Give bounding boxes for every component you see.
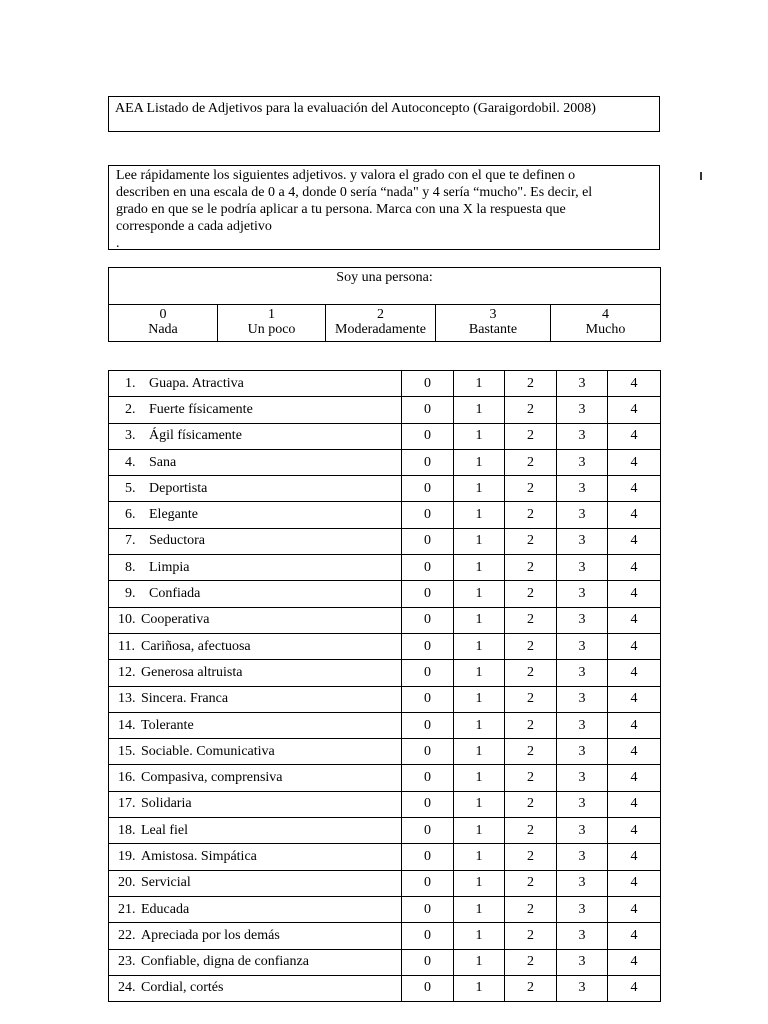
item-number: 15.: [118, 743, 136, 759]
adjective-cell: [109, 660, 402, 686]
answer-option-3[interactable]: 3: [557, 949, 608, 975]
answer-option-0[interactable]: 0: [402, 397, 454, 423]
answer-option-3[interactable]: 3: [557, 870, 608, 896]
scale-row: [109, 305, 661, 342]
instructions-line: corresponde a cada adjetivo: [116, 219, 272, 234]
answer-option-4[interactable]: 4: [608, 581, 661, 607]
answer-option-1[interactable]: 1: [454, 660, 505, 686]
answer-option-3[interactable]: 3: [557, 528, 608, 554]
scale-option-value: 3: [489, 307, 497, 322]
table-row: [109, 896, 661, 922]
answer-option-3[interactable]: 3: [557, 975, 608, 1001]
table-row: [109, 739, 661, 765]
answer-option-4[interactable]: 4: [608, 449, 661, 475]
table-row: [109, 397, 661, 423]
item-label: Confiada: [149, 586, 201, 602]
answer-option-3[interactable]: 3: [557, 633, 608, 659]
adjective-cell: [109, 765, 402, 791]
answer-option-4[interactable]: 4: [608, 660, 661, 686]
item-label: Confiable, digna de confianza: [141, 954, 309, 970]
answer-option-2[interactable]: 2: [505, 449, 557, 475]
adjective-cell: [109, 712, 402, 738]
adjective-cell: [109, 870, 402, 896]
instructions-box: [108, 165, 660, 250]
scale-option-value: 1: [268, 307, 275, 322]
item-label: Tolerante: [141, 717, 194, 733]
item-number: 1.: [125, 375, 136, 391]
answer-option-0[interactable]: 0: [402, 660, 454, 686]
instructions-line: Lee rápidamente los siguientes adjetivos. y valora el grado con el que te definen o: [116, 168, 576, 183]
item-number: 23.: [118, 954, 136, 970]
answer-option-3[interactable]: 3: [557, 818, 608, 844]
item-number: 18.: [118, 822, 136, 838]
scale-option-label: Un poco: [247, 322, 296, 337]
table-row: [109, 765, 661, 791]
answer-option-1[interactable]: 1: [454, 739, 505, 765]
item-label: Deportista: [149, 480, 208, 496]
table-row: [109, 949, 661, 975]
answer-option-1[interactable]: 1: [454, 476, 505, 502]
answer-option-1[interactable]: 1: [454, 791, 505, 817]
answer-option-4[interactable]: 4: [608, 923, 661, 949]
instructions-line: .: [116, 236, 120, 251]
item-label: Seductora: [149, 533, 205, 549]
answer-option-2[interactable]: 2: [505, 660, 557, 686]
table-row: [109, 686, 661, 712]
adjective-cell: [109, 397, 402, 423]
answer-option-1[interactable]: 1: [454, 528, 505, 554]
adjective-cell: [109, 423, 402, 449]
instructions-line: grado en que se le podría aplicar a tu persona. Marca con una X la respuesta que: [116, 202, 566, 217]
answer-option-2[interactable]: 2: [505, 739, 557, 765]
answer-option-3[interactable]: 3: [557, 397, 608, 423]
answer-option-4[interactable]: 4: [608, 818, 661, 844]
answer-option-3[interactable]: 3: [557, 555, 608, 581]
answer-option-0[interactable]: 0: [402, 923, 454, 949]
table-row: [109, 449, 661, 475]
answer-option-4[interactable]: 4: [608, 975, 661, 1001]
answer-option-0[interactable]: 0: [402, 476, 454, 502]
answer-option-4[interactable]: 4: [608, 528, 661, 554]
answer-option-2[interactable]: 2: [505, 528, 557, 554]
answer-option-2[interactable]: 2: [505, 502, 557, 528]
adjective-cell: [109, 449, 402, 475]
adjective-cell: [109, 949, 402, 975]
adjective-cell: [109, 844, 402, 870]
answer-option-0[interactable]: 0: [402, 449, 454, 475]
answer-option-4[interactable]: 4: [608, 870, 661, 896]
adjective-cell: [109, 975, 402, 1001]
answer-option-1[interactable]: 1: [454, 423, 505, 449]
answer-option-0[interactable]: 0: [402, 791, 454, 817]
table-row: [109, 607, 661, 633]
answer-option-3[interactable]: 3: [557, 581, 608, 607]
item-number: 12.: [118, 664, 136, 680]
answer-option-0[interactable]: 0: [402, 607, 454, 633]
answer-option-0[interactable]: 0: [402, 502, 454, 528]
item-number: 3.: [125, 428, 136, 444]
adjective-cell: [109, 528, 402, 554]
answer-option-1[interactable]: 1: [454, 607, 505, 633]
answer-option-0[interactable]: 0: [402, 896, 454, 922]
table-row: [109, 844, 661, 870]
scale-legend-table: [108, 267, 661, 342]
item-number: 8.: [125, 559, 136, 575]
table-row: [109, 975, 661, 1001]
item-number: 17.: [118, 796, 136, 812]
adjective-cell: [109, 371, 402, 397]
answer-option-2[interactable]: 2: [505, 712, 557, 738]
answer-option-2[interactable]: 2: [505, 791, 557, 817]
adjective-cell: [109, 607, 402, 633]
item-number: 7.: [125, 533, 136, 549]
answer-option-3[interactable]: 3: [557, 712, 608, 738]
answer-option-2[interactable]: 2: [505, 607, 557, 633]
item-label: Sociable. Comunicativa: [141, 743, 275, 759]
adjective-cell: [109, 818, 402, 844]
item-number: 11.: [118, 638, 135, 654]
answer-option-1[interactable]: 1: [454, 686, 505, 712]
answer-option-1[interactable]: 1: [454, 712, 505, 738]
scale-option-value: 4: [602, 307, 609, 322]
table-row: [109, 555, 661, 581]
answer-option-4[interactable]: 4: [608, 791, 661, 817]
scale-option-2: [326, 305, 436, 342]
answer-option-1[interactable]: 1: [454, 765, 505, 791]
item-number: 24.: [118, 980, 136, 996]
item-label: Ágil físicamente: [149, 428, 242, 444]
answer-option-0[interactable]: 0: [402, 949, 454, 975]
item-label: Sana: [149, 454, 177, 470]
scale-option-value: 0: [159, 307, 167, 322]
answer-option-3[interactable]: 3: [557, 502, 608, 528]
answer-option-2[interactable]: 2: [505, 555, 557, 581]
item-number: 19.: [118, 848, 136, 864]
answer-option-4[interactable]: 4: [608, 476, 661, 502]
answer-option-4[interactable]: 4: [608, 633, 661, 659]
answer-option-0[interactable]: 0: [402, 818, 454, 844]
answer-option-3[interactable]: 3: [557, 660, 608, 686]
table-row: [109, 633, 661, 659]
item-number: 4.: [125, 454, 136, 470]
answer-option-2[interactable]: 2: [505, 397, 557, 423]
answer-option-1[interactable]: 1: [454, 870, 505, 896]
answer-option-1[interactable]: 1: [454, 581, 505, 607]
item-label: Compasiva, comprensiva: [141, 770, 283, 786]
answer-option-4[interactable]: 4: [608, 607, 661, 633]
item-label: Amistosa. Simpática: [141, 848, 257, 864]
adjective-cell: [109, 502, 402, 528]
adjective-cell: [109, 555, 402, 581]
scale-option-0: [109, 305, 218, 342]
answer-option-3[interactable]: 3: [557, 791, 608, 817]
answer-option-2[interactable]: 2: [505, 765, 557, 791]
item-label: Apreciada por los demás: [141, 927, 280, 943]
table-row: [109, 791, 661, 817]
answer-option-0[interactable]: 0: [402, 870, 454, 896]
answer-option-3[interactable]: 3: [557, 739, 608, 765]
answer-option-0[interactable]: 0: [402, 712, 454, 738]
answer-option-1[interactable]: 1: [454, 923, 505, 949]
answer-option-2[interactable]: 2: [505, 844, 557, 870]
answer-option-1[interactable]: 1: [454, 397, 505, 423]
table-row: [109, 581, 661, 607]
scale-option-4: [551, 305, 661, 342]
answer-option-1[interactable]: 1: [454, 949, 505, 975]
answer-option-0[interactable]: 0: [402, 528, 454, 554]
item-label: Cooperativa: [141, 612, 210, 628]
table-row: [109, 476, 661, 502]
table-row: [109, 818, 661, 844]
adjective-cell: [109, 791, 402, 817]
adjective-cell: [109, 923, 402, 949]
answer-option-2[interactable]: 2: [505, 949, 557, 975]
answer-option-2[interactable]: 2: [505, 686, 557, 712]
answer-option-4[interactable]: 4: [608, 949, 661, 975]
answer-option-2[interactable]: 2: [505, 923, 557, 949]
item-label: Limpia: [149, 559, 190, 575]
item-label: Sincera. Franca: [141, 691, 229, 707]
answer-option-2[interactable]: 2: [505, 423, 557, 449]
answer-option-2[interactable]: 2: [505, 870, 557, 896]
adjective-cell: [109, 896, 402, 922]
scale-header: Soy una persona:: [109, 268, 661, 305]
item-label: Fuerte físicamente: [149, 401, 253, 417]
answer-option-2[interactable]: 2: [505, 818, 557, 844]
item-number: 16.: [118, 770, 136, 786]
item-label: Cariñosa, afectuosa: [141, 638, 251, 654]
table-row: [109, 423, 661, 449]
answer-option-3[interactable]: 3: [557, 371, 608, 397]
table-row: [109, 712, 661, 738]
answer-option-1[interactable]: 1: [454, 502, 505, 528]
answer-option-4[interactable]: 4: [608, 423, 661, 449]
scale-option-value: 2: [377, 307, 384, 322]
answer-option-4[interactable]: 4: [608, 502, 661, 528]
answer-option-1[interactable]: 1: [454, 371, 505, 397]
answer-option-0[interactable]: 0: [402, 423, 454, 449]
item-number: 6.: [125, 507, 136, 523]
answer-option-3[interactable]: 3: [557, 686, 608, 712]
answer-option-4[interactable]: 4: [608, 371, 661, 397]
answer-option-0[interactable]: 0: [402, 975, 454, 1001]
table-row: [109, 660, 661, 686]
item-number: 21.: [118, 901, 136, 917]
table-row: [109, 371, 661, 397]
answer-option-2[interactable]: 2: [505, 476, 557, 502]
item-number: 9.: [125, 586, 136, 602]
table-row: [109, 923, 661, 949]
answer-option-3[interactable]: 3: [557, 923, 608, 949]
answer-option-4[interactable]: 4: [608, 555, 661, 581]
answer-option-1[interactable]: 1: [454, 449, 505, 475]
margin-mark: [700, 172, 702, 180]
answer-option-0[interactable]: 0: [402, 555, 454, 581]
item-label: Cordial, cortés: [141, 980, 224, 996]
item-number: 2.: [125, 401, 136, 417]
item-label: Educada: [141, 901, 190, 917]
answer-option-1[interactable]: 1: [454, 818, 505, 844]
answer-option-4[interactable]: 4: [608, 686, 661, 712]
item-label: Leal fiel: [141, 822, 189, 838]
answer-option-0[interactable]: 0: [402, 371, 454, 397]
answer-option-0[interactable]: 0: [402, 739, 454, 765]
answer-option-1[interactable]: 1: [454, 633, 505, 659]
answer-option-3[interactable]: 3: [557, 844, 608, 870]
answer-option-2[interactable]: 2: [505, 581, 557, 607]
item-number: 22.: [118, 927, 136, 943]
item-number: 20.: [118, 875, 136, 891]
adjective-cell: [109, 581, 402, 607]
answer-option-0[interactable]: 0: [402, 686, 454, 712]
adjectives-table: [108, 370, 661, 1002]
answer-option-4[interactable]: 4: [608, 896, 661, 922]
instructions-line: describen en una escala de 0 a 4, donde 0 sería “nada" y 4 sería “mucho". Es decir, el: [116, 185, 593, 200]
answer-option-4[interactable]: 4: [608, 765, 661, 791]
answer-option-3[interactable]: 3: [557, 423, 608, 449]
answer-option-2[interactable]: 2: [505, 975, 557, 1001]
answer-option-1[interactable]: 1: [454, 844, 505, 870]
answer-option-0[interactable]: 0: [402, 581, 454, 607]
answer-option-3[interactable]: 3: [557, 765, 608, 791]
answer-option-2[interactable]: 2: [505, 371, 557, 397]
item-number: 10.: [118, 612, 136, 628]
item-number: 13.: [118, 691, 136, 707]
answer-option-4[interactable]: 4: [608, 844, 661, 870]
item-number: 5.: [125, 480, 136, 496]
scale-option-3: [436, 305, 551, 342]
adjective-cell: [109, 686, 402, 712]
answer-option-3[interactable]: 3: [557, 896, 608, 922]
scale-option-label: Mucho: [585, 322, 626, 337]
item-label: Elegante: [149, 507, 198, 523]
answer-option-0[interactable]: 0: [402, 844, 454, 870]
adjective-cell: [109, 633, 402, 659]
document-title: AEA Listado de Adjetivos para la evaluación del Autoconcepto (Garaigordobil. 2008): [108, 96, 660, 132]
table-row: [109, 528, 661, 554]
scale-option-1: [218, 305, 326, 342]
answer-option-4[interactable]: 4: [608, 397, 661, 423]
item-label: Servicial: [141, 875, 191, 891]
answer-option-3[interactable]: 3: [557, 449, 608, 475]
table-row: [109, 502, 661, 528]
answer-option-4[interactable]: 4: [608, 739, 661, 765]
answer-option-1[interactable]: 1: [454, 975, 505, 1001]
answer-option-2[interactable]: 2: [505, 633, 557, 659]
answer-option-1[interactable]: 1: [454, 896, 505, 922]
answer-option-0[interactable]: 0: [402, 633, 454, 659]
answer-option-2[interactable]: 2: [505, 896, 557, 922]
answer-option-1[interactable]: 1: [454, 555, 505, 581]
item-number: 14.: [118, 717, 136, 733]
adjective-cell: [109, 476, 402, 502]
item-label: Generosa altruista: [141, 664, 243, 680]
item-label: Guapa. Atractiva: [149, 375, 244, 391]
item-label: Solidaria: [141, 796, 192, 812]
answer-option-0[interactable]: 0: [402, 765, 454, 791]
scale-option-label: Bastante: [468, 322, 518, 337]
scale-option-label: Nada: [148, 322, 178, 337]
answer-option-3[interactable]: 3: [557, 476, 608, 502]
table-row: [109, 870, 661, 896]
answer-option-3[interactable]: 3: [557, 607, 608, 633]
adjective-cell: [109, 739, 402, 765]
scale-option-label: Moderadamente: [335, 322, 426, 337]
answer-option-4[interactable]: 4: [608, 712, 661, 738]
